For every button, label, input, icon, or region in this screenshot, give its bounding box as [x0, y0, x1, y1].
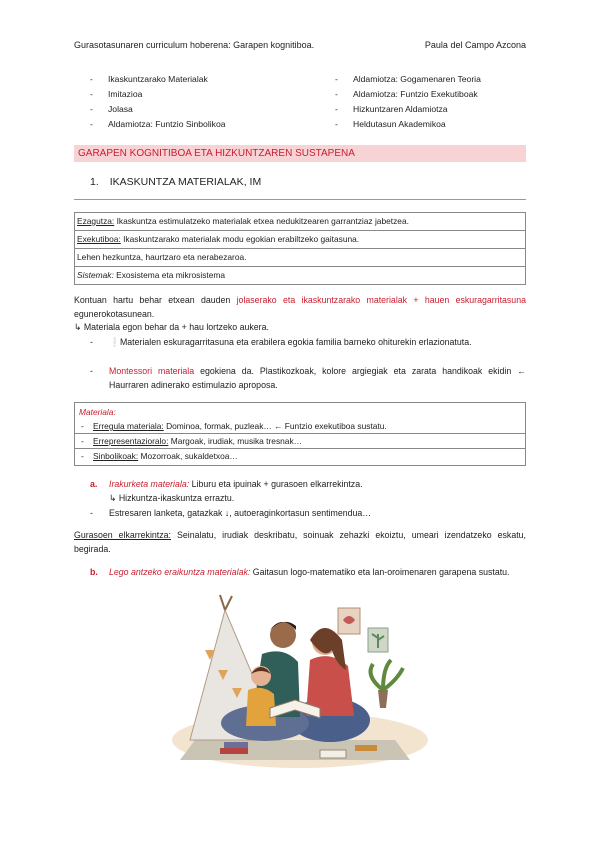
topic-item: - Hizkuntzaren Aldamiotza: [335, 102, 481, 117]
teepee-poles-icon: [220, 595, 232, 610]
definition-row: [75, 267, 525, 284]
definition-text: Ikaskuntzarako materialak modu egokian erabiltzeko gaitasuna.: [120, 234, 360, 244]
section-title-band: GARAPEN KOGNITIBOA ETA HIZKUNTZAREN SUSTAPENA: [74, 145, 526, 162]
book-stack-icon: [224, 742, 248, 748]
item-subnote: ↳ Hizkuntza-ikaskuntza erraztu.: [109, 493, 235, 503]
material-text: Mozorroak, sukaldetxoa…: [138, 451, 238, 461]
intro-paragraph: [74, 293, 526, 321]
running-header-title: Gurasotasunaren curriculum hoberena: Garapen kognitiboa.: [74, 40, 315, 50]
topic-item: - Imitazioa: [90, 87, 226, 102]
topic-list-left: [90, 72, 226, 132]
definition-row: [75, 249, 525, 267]
paragraph-text: Seinalatu, irudiak deskribatu, soinuak zehazki ekoiztu, umeari izendatzeko eskatu, begirada.: [74, 530, 527, 554]
heading-text: IKASKUNTZA MATERIALAK, IM: [109, 176, 262, 188]
paragraph-text: Kontuan hartu behar etxean dauden: [74, 295, 237, 305]
item-letter: b.: [90, 567, 98, 577]
definition-text: Ikaskuntza estimulatzeko materialak etxea nedukitzearen garrantziaz jabetzea.: [114, 216, 409, 226]
item-body: [90, 565, 526, 579]
topic-item: - Aldamiotza: Funtzio Exekutiboak: [335, 87, 481, 102]
item-b: [90, 565, 526, 579]
bullet-text: [109, 364, 526, 392]
definition-term: Ezagutza:: [77, 216, 115, 226]
highlight-text: jolaserako eta ikaskuntzarako materialak + hauen eskuragarritasuna: [236, 295, 526, 305]
item-letter: a.: [90, 479, 98, 489]
arrow-note: ↳ Materiala egon behar da + hau lortzeko aukera.: [74, 322, 269, 332]
paragraph-text: egokiena da. Plastikozkoak, kolore argiegiak eta zarata handikoak ekidin ← Haurraren adinerako estimulazio aproposa.: [109, 366, 526, 390]
running-header-author: Paula del Campo Azcona: [424, 40, 526, 50]
section-heading: [90, 176, 261, 188]
dash-bullet: -: [90, 337, 93, 347]
topic-list-right: [335, 72, 481, 132]
definition-text: Lehen hezkuntza, haurtzaro eta nerabezaroa.: [77, 252, 247, 262]
item-a: [90, 477, 526, 505]
material-item: [75, 419, 525, 434]
definition-text: Exosistema eta mikrosistema: [113, 270, 226, 280]
material-text: Margoak, irudiak, musika tresnak…: [168, 436, 303, 446]
definition-row: [75, 231, 525, 249]
materiala-box: [74, 402, 526, 466]
heading-rule: [74, 199, 526, 200]
item-text: Gaitasun logo-matematiko eta lan-oroimenaren garapena sustatu.: [250, 567, 510, 577]
definition-term: Exekutiboa:: [77, 234, 121, 244]
topic-item: - Ikaskuntzarako Materialak: [90, 72, 226, 87]
plant-pot-icon: [378, 690, 388, 708]
interaction-paragraph: [74, 528, 526, 556]
material-label: Sinbolikoak:: [93, 451, 139, 461]
item-text: Liburu eta ipuinak + gurasoen elkarrekintza.: [189, 479, 363, 489]
material-label: Erregula materiala:: [93, 421, 164, 431]
paragraph-text: egunerokotasunean.: [74, 309, 155, 319]
heading-number: 1.: [90, 176, 99, 188]
definition-term: Sistemak:: [77, 270, 114, 280]
definition-row: [75, 213, 525, 231]
child-body: [246, 688, 276, 726]
book-stack-icon: [220, 748, 248, 754]
paragraph-label: Gurasoen elkarrekintza:: [74, 530, 171, 540]
highlight-text: Montessori materiala: [109, 366, 195, 376]
item-body: [90, 477, 526, 491]
item-title: Irakurketa materiala:: [109, 479, 190, 489]
dash-bullet: -: [90, 366, 93, 376]
family-reading-illustration: [170, 590, 430, 775]
material-item: [75, 449, 525, 463]
plant-icon: [371, 660, 403, 690]
topic-item: - Heldutasun Akademikoa: [335, 117, 481, 132]
material-item: [75, 434, 525, 449]
topic-item: - Aldamiotza: Funtzio Sinbolikoa: [90, 117, 226, 132]
material-text: Dominoa, formak, puzleak… ← Funtzio exekutiboa sustatu.: [163, 421, 387, 431]
bullet-text: ❕Materialen eskuragarritasuna eta erabilera egokia familia barneko ohiturekin erlazionatuta.: [109, 337, 472, 347]
topic-item: - Aldamiotza: Gogamenaren Teoria: [335, 72, 481, 87]
material-label: Errepresentazioralo:: [93, 436, 169, 446]
definition-table: [74, 212, 526, 285]
book-icon: [355, 745, 377, 751]
book-icon: [320, 750, 346, 758]
item-title: Lego antzeko eraikuntza materialak:: [109, 567, 251, 577]
bullet-text: Estresaren lanketa, gatazkak ↓, autoeraginkortasun sentimendua…: [109, 508, 372, 518]
topic-item: - Jolasa: [90, 102, 226, 117]
box-title: Materiala:: [79, 407, 116, 417]
dash-bullet: -: [90, 508, 93, 518]
